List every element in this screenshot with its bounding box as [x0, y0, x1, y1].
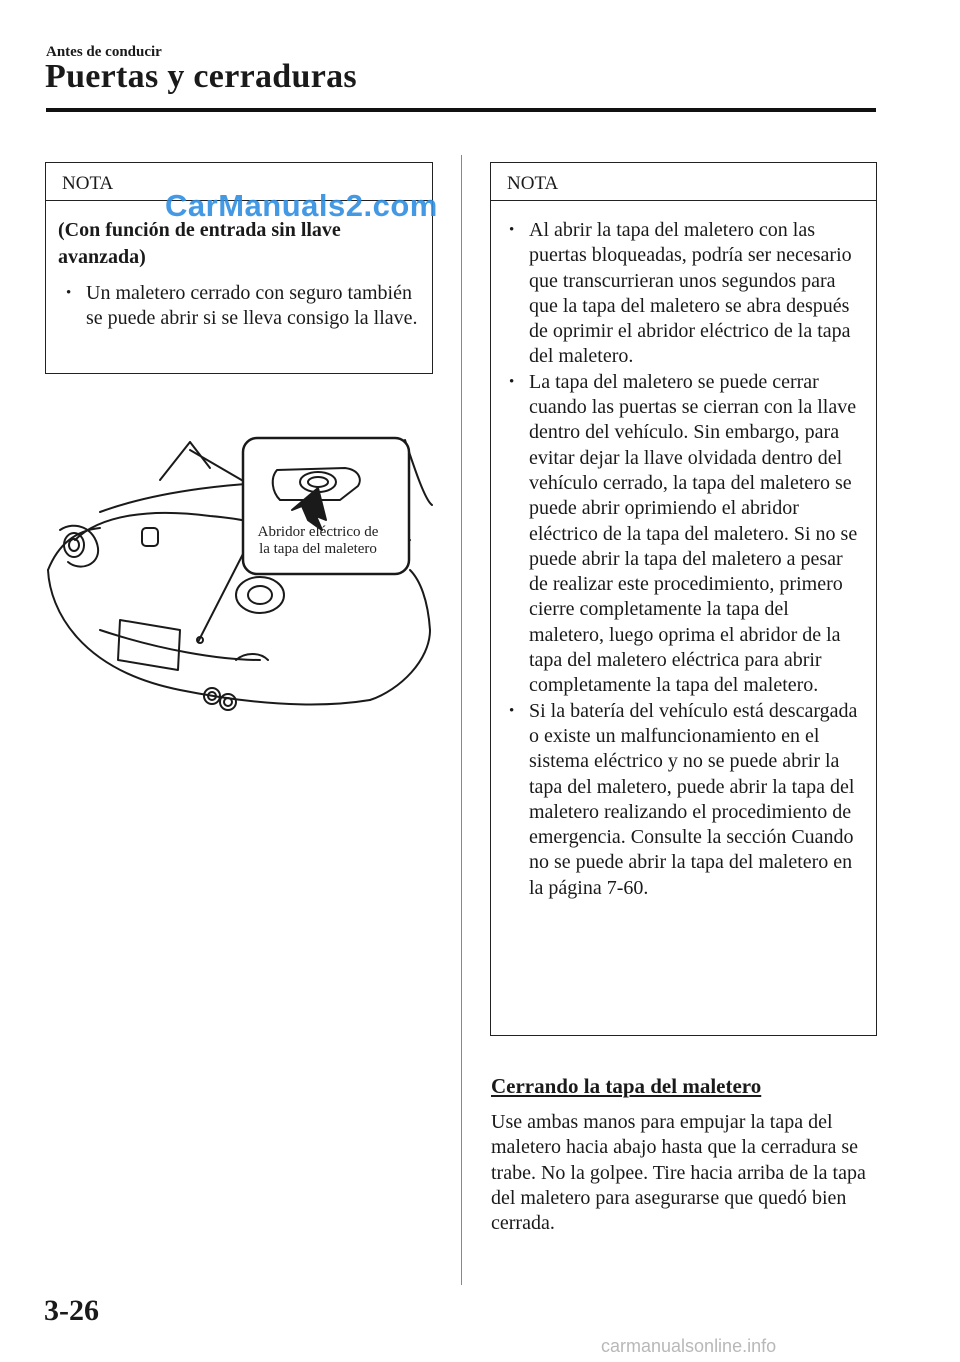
- note-body: [491, 201, 876, 901]
- note-heading: NOTA: [46, 163, 432, 201]
- trunk-opener-illustration: [40, 420, 440, 740]
- note-subheading: (Con función de entrada sin llave avanzada): [58, 219, 341, 268]
- watermark-logo: CarManuals2.com: [165, 188, 438, 223]
- note-bullet: • Al abrir la tapa del maletero con las puertas bloqueadas, podría ser necesario que transcurrieran unos segundos para que la tapa del maletero se abra después de oprimir el abridor eléctrico de la tapa del maletero.: [501, 218, 864, 370]
- caption-line: la tapa del maletero: [259, 541, 377, 557]
- page-number: 3-26: [44, 1294, 99, 1327]
- column-divider: [461, 155, 462, 1285]
- section-label: Antes de conducir: [46, 44, 162, 60]
- footer-watermark: carmanualsonline.info: [601, 1336, 777, 1356]
- note-bullet: • Si la batería del vehículo está descargada o existe un malfuncionamiento en el sistema eléctrico y no se puede abrir la tapa del maletero, puede abrir la tapa del maletero realizando el procedimiento de emergencia. Consulte la sección Cuando no se puede abrir la tapa del maletero en la página 7-60.: [501, 699, 864, 901]
- note-bullet: • Un maletero cerrado con seguro también se puede abrir si se lleva consigo la llave.: [58, 281, 418, 332]
- title-divider: [46, 108, 876, 112]
- page-title: Puertas y cerraduras: [45, 58, 357, 95]
- section-body: Use ambas manos para empujar la tapa del maletero hacia abajo hasta que la cerradura se trabe. No la golpee. Tire hacia arriba de la tapa del maletero para asegurarse que quedó bien cerrada.: [491, 1111, 866, 1235]
- caption-line: Abridor eléctrico de: [257, 524, 379, 540]
- section-heading: Cerrando la tapa del maletero: [491, 1074, 762, 1098]
- note-heading: NOTA: [491, 163, 876, 201]
- note-box-right: [490, 162, 877, 1036]
- note-bullet: • La tapa del maletero se puede cerrar cuando las puertas se cierran con la llave dentro del vehículo. Sin embargo, para evitar dejar la llave olvidada dentro del vehículo cerrado, la tapa del maletero se puede abrir oprimiendo el abridor eléctrico de la tapa del maletero. Si no se puede abrir la tapa del maletero a pesar de realizar este procedimiento, primero cierre completamente la tapa del maletero, luego oprima el abridor de la tapa del maletero eléctrica para abrir completamente la tapa del maletero.: [501, 370, 864, 699]
- note-bullet-list: [501, 218, 864, 901]
- note-bullet-list: [58, 281, 418, 332]
- figure-caption: [244, 524, 392, 558]
